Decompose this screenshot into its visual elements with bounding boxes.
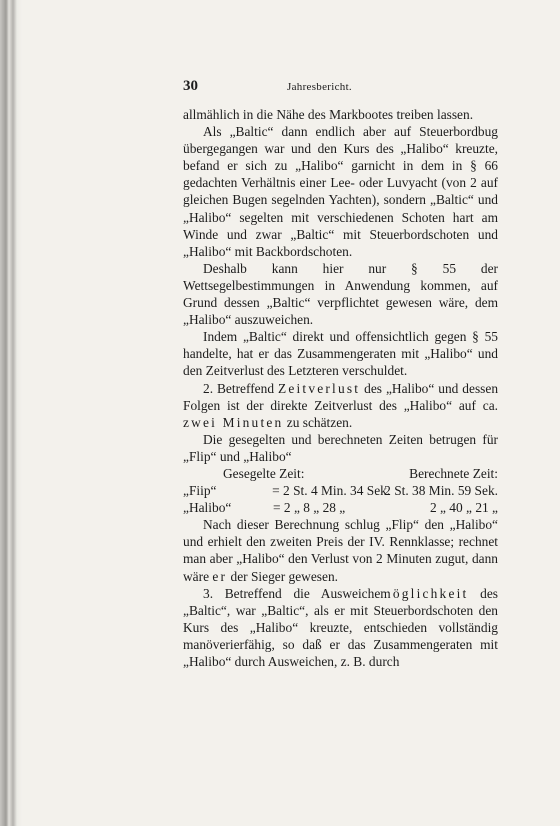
text-run: des „Halibo“ und dessen Folgen ist der direkte Zeitverlust des „Halibo“ auf ca.	[183, 380, 499, 413]
paragraph-3: Deshalb kann hier nur § 55 der Wettsegelbestimmungen in Anwendung kommen, auf Grund dessen „Baltic“ verpflichtet gewesen wäre, dem „Halibo“ auszuweichen.	[183, 260, 498, 328]
computed-time: 2 „ 40 „ 21 „	[429, 500, 498, 516]
text-run: der Sieger gewesen.	[227, 568, 338, 584]
page-number: 30	[183, 78, 198, 94]
sailed-time: = 2 St. 4 Min. 34 Sek.	[272, 483, 391, 499]
times-table-header	[183, 465, 498, 482]
computed-time: 2 St. 38 Min. 59 Sek.	[384, 483, 498, 499]
yacht-name: „Halibo“	[183, 500, 232, 516]
text-run: 3. Betreffend die Ausweiche	[203, 585, 381, 601]
book-binding-edge	[0, 0, 22, 826]
book-page	[183, 78, 498, 670]
paragraph-4: Indem „Baltic“ direkt und offensichtlich gegen § 55 handelte, hat er das Zusammengeraten mit „Halibo“ und den Zeitverlust des Letzteren verschuldet.	[183, 329, 498, 379]
emphasis-moeglichkeit: möglichkeit	[380, 585, 469, 601]
text-run: zu schätzen.	[283, 414, 353, 430]
page-header	[183, 78, 498, 98]
yacht-name: „Fiip“	[183, 483, 217, 499]
header-sailed-time: Gesegelte Zeit:	[223, 465, 305, 481]
emphasis-er: er	[212, 568, 228, 584]
paragraph-2: Als „Baltic“ dann endlich aber auf Steuerbordbug übergegangen war und den Kurs des „Halibo“ kreuzte, befand er sich zu „Halibo“ garnicht in dem in § 66 gedachten Verhältnis einer Lee- oder Luvyacht (von 2 auf gleichen Bugen segelnden Yachten), sondern „Baltic“ und „Halibo“ segelten mit verschiedenen Schoten hart am Winde und zwar „Baltic“ mit Steuerbordschoten und „Halibo“ mit Backbordschoten.	[183, 124, 498, 259]
paragraph-7	[183, 516, 498, 584]
emphasis-zeitverlust: Zeitverlust	[277, 380, 361, 396]
paragraph-6: Die gesegelten und berechneten Zeiten betrugen für „Flip“ und „Halibo“	[183, 431, 498, 464]
emphasis-zwei-minuten: zwei Minuten	[183, 414, 284, 430]
text-run: Nach dieser Berechnung schlug „Flip“ den „Halibo“ und erhielt den zweiten Preis der IV. Rennklasse; rechnet man aber „Halibo“ den Verlust von 2 Minuten zugut, dann wäre	[183, 517, 498, 584]
running-head: Jahresbericht.	[287, 81, 352, 93]
paragraph-1: allmählich in die Nähe des Markbootes treiben lassen.	[183, 107, 474, 122]
paragraph-8	[183, 585, 498, 670]
times-row	[183, 482, 498, 499]
text-run: 2. Betreffend	[203, 380, 278, 396]
paragraph-5	[183, 380, 498, 431]
times-row	[183, 499, 498, 516]
text-run: des „Baltic“, war „Baltic“, als er mit Steuerbordschoten den Kurs des „Halibo“ kreuzte, entschieden vollständig manöverierfähig, so daß er das Zusammengeraten mit „Halibo“ durch Ausweichen, z. B. durch	[183, 585, 498, 669]
sailed-time: = 2 „ 8 „ 28 „	[273, 500, 346, 516]
header-computed-time: Berechnete Zeit:	[409, 465, 498, 481]
